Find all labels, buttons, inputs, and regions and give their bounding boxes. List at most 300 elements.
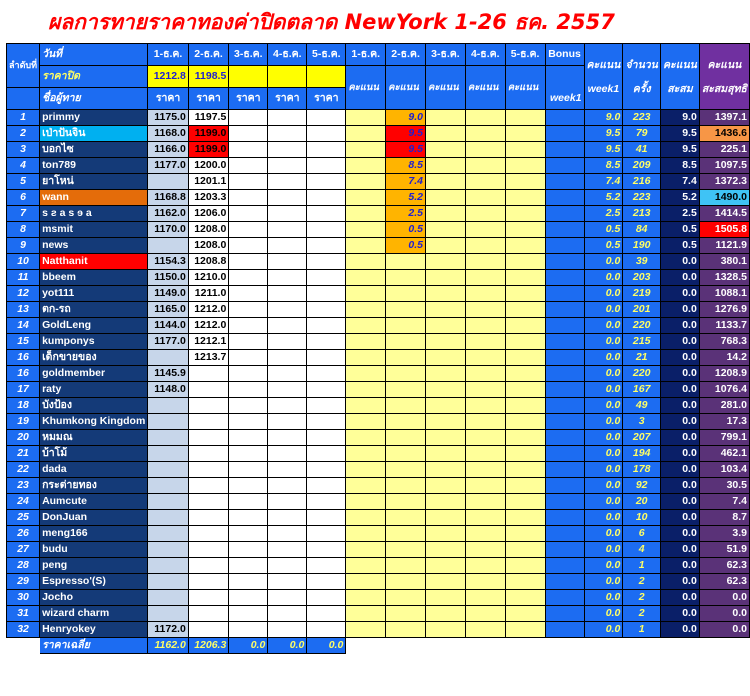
price-day-2: 1200.0 [188, 158, 229, 174]
rank-cell: 12 [7, 286, 40, 302]
price-day-3 [229, 270, 268, 286]
score-week1: 0.0 [584, 590, 623, 606]
price-label-5: ราคา [307, 88, 346, 110]
footer-empty [346, 638, 386, 654]
player-name: budu [40, 542, 148, 558]
score-day-2 [386, 398, 426, 414]
score-day-4 [465, 254, 505, 270]
accum-score: 0.0 [661, 558, 700, 574]
bonus-cell [545, 110, 584, 126]
score-day-1 [346, 414, 386, 430]
price-date-5: 5-ธ.ค. [307, 44, 346, 66]
score-day-5 [505, 510, 545, 526]
count-cell: 39 [623, 254, 661, 270]
score-day-1 [346, 398, 386, 414]
price-day-1: 1177.0 [148, 334, 189, 350]
score-day-5 [505, 622, 545, 638]
price-day-2 [188, 414, 229, 430]
total-score: 3.9 [699, 526, 749, 542]
score-day-5 [505, 558, 545, 574]
price-day-5 [307, 318, 346, 334]
price-day-5 [307, 270, 346, 286]
price-day-2 [188, 590, 229, 606]
score-day-2 [386, 366, 426, 382]
score-day-3 [426, 254, 466, 270]
score-week1: 0.0 [584, 478, 623, 494]
score-day-5 [505, 398, 545, 414]
bonus-cell [545, 622, 584, 638]
score-day-4 [465, 382, 505, 398]
accum-score: 7.4 [661, 174, 700, 190]
score-day-2 [386, 574, 426, 590]
score-day-4 [465, 110, 505, 126]
score-day-2 [386, 302, 426, 318]
count-cell: 92 [623, 478, 661, 494]
rank-cell: 8 [7, 222, 40, 238]
score-week1: 0.0 [584, 446, 623, 462]
price-day-2: 1212.0 [188, 318, 229, 334]
rank-cell: 5 [7, 174, 40, 190]
count-header: จำนวน ครั้ง [623, 44, 661, 110]
price-day-2 [188, 366, 229, 382]
score-day-4 [465, 126, 505, 142]
rank-cell: 17 [7, 382, 40, 398]
price-day-3 [229, 430, 268, 446]
price-day-1 [148, 590, 189, 606]
score-day-4 [465, 366, 505, 382]
price-day-5 [307, 430, 346, 446]
price-day-3 [229, 542, 268, 558]
table-row [7, 574, 750, 590]
price-day-3 [229, 558, 268, 574]
score-day-5 [505, 462, 545, 478]
table-row [7, 622, 750, 638]
table-row [7, 222, 750, 238]
date-label: วันที่ [40, 44, 148, 66]
total-score: 0.0 [699, 590, 749, 606]
bonus-cell [545, 302, 584, 318]
score-col-3: คะแนน [426, 66, 466, 110]
price-day-4 [268, 334, 307, 350]
table-row [7, 190, 750, 206]
footer-empty [426, 638, 466, 654]
rank-cell: 14 [7, 318, 40, 334]
score-date-2: 2-ธ.ค. [386, 44, 426, 66]
table-row [7, 510, 750, 526]
score-day-1 [346, 126, 386, 142]
score-day-1 [346, 606, 386, 622]
rank-cell: 32 [7, 622, 40, 638]
score-day-3 [426, 526, 466, 542]
score-day-4 [465, 398, 505, 414]
count-cell: 178 [623, 462, 661, 478]
price-day-4 [268, 158, 307, 174]
bonus-cell [545, 366, 584, 382]
price-day-4 [268, 526, 307, 542]
score-week1-header: คะแนน week1 [584, 44, 623, 110]
price-day-2: 1212.1 [188, 334, 229, 350]
price-day-2: 1208.0 [188, 238, 229, 254]
score-day-1 [346, 478, 386, 494]
price-day-1 [148, 574, 189, 590]
bonus-cell [545, 158, 584, 174]
price-day-2: 1208.8 [188, 254, 229, 270]
price-day-1: 1177.0 [148, 158, 189, 174]
bonus-cell [545, 382, 584, 398]
score-day-3 [426, 110, 466, 126]
score-day-1 [346, 270, 386, 286]
score-week1: 9.5 [584, 126, 623, 142]
score-day-5 [505, 302, 545, 318]
total-score: 1328.5 [699, 270, 749, 286]
price-day-4 [268, 126, 307, 142]
score-day-1 [346, 430, 386, 446]
score-day-1 [346, 622, 386, 638]
price-date-1: 1-ธ.ค. [148, 44, 189, 66]
score-day-1 [346, 542, 386, 558]
week1-label: week1 [545, 66, 584, 110]
rank-cell: 25 [7, 510, 40, 526]
score-day-5 [505, 574, 545, 590]
score-day-4 [465, 478, 505, 494]
price-day-5 [307, 286, 346, 302]
bonus-cell [545, 286, 584, 302]
price-day-2 [188, 446, 229, 462]
score-day-3 [426, 398, 466, 414]
count-cell: 6 [623, 526, 661, 542]
price-day-3 [229, 334, 268, 350]
score-day-2: 7.4 [386, 174, 426, 190]
score-day-5 [505, 366, 545, 382]
price-label-1: ราคา [148, 88, 189, 110]
price-day-3 [229, 462, 268, 478]
accum-score: 5.2 [661, 190, 700, 206]
score-week1: 8.5 [584, 158, 623, 174]
score-day-2 [386, 446, 426, 462]
price-day-3 [229, 398, 268, 414]
score-day-5 [505, 478, 545, 494]
total-score: 1490.0 [699, 190, 749, 206]
score-day-5 [505, 158, 545, 174]
score-day-5 [505, 286, 545, 302]
score-day-5 [505, 446, 545, 462]
bonus-cell [545, 270, 584, 286]
total-score: 1133.7 [699, 318, 749, 334]
score-day-3 [426, 190, 466, 206]
count-cell: 194 [623, 446, 661, 462]
accum-score: 9.5 [661, 126, 700, 142]
rank-cell: 27 [7, 542, 40, 558]
price-day-2 [188, 462, 229, 478]
total-score: 30.5 [699, 478, 749, 494]
price-day-3 [229, 110, 268, 126]
price-day-5 [307, 542, 346, 558]
score-week1: 9.5 [584, 142, 623, 158]
price-day-4 [268, 414, 307, 430]
price-day-2 [188, 606, 229, 622]
score-day-5 [505, 526, 545, 542]
table-row [7, 446, 750, 462]
score-col-5: คะแนน [505, 66, 545, 110]
score-day-1 [346, 334, 386, 350]
accum-score: 0.0 [661, 334, 700, 350]
score-day-3 [426, 622, 466, 638]
table-row [7, 302, 750, 318]
price-day-1: 1148.0 [148, 382, 189, 398]
price-day-1: 1145.9 [148, 366, 189, 382]
total-score: 1097.5 [699, 158, 749, 174]
score-day-1 [346, 286, 386, 302]
player-name: wizard charm [40, 606, 148, 622]
price-day-4 [268, 318, 307, 334]
count-cell: 223 [623, 110, 661, 126]
bonus-cell [545, 590, 584, 606]
bonus-cell [545, 206, 584, 222]
score-day-3 [426, 174, 466, 190]
accum-score: 0.0 [661, 270, 700, 286]
price-day-5 [307, 622, 346, 638]
score-day-4 [465, 462, 505, 478]
score-week1: 0.0 [584, 334, 623, 350]
price-day-5 [307, 494, 346, 510]
table-row [7, 254, 750, 270]
score-day-4 [465, 542, 505, 558]
player-name: bbeem [40, 270, 148, 286]
score-day-4 [465, 526, 505, 542]
total-score: 1397.1 [699, 110, 749, 126]
price-day-5 [307, 126, 346, 142]
score-day-2 [386, 622, 426, 638]
score-week1: 0.0 [584, 254, 623, 270]
count-cell: 41 [623, 142, 661, 158]
accum-score: 0.0 [661, 446, 700, 462]
score-day-2 [386, 510, 426, 526]
score-col-1: คะแนน [346, 66, 386, 110]
accum-score: 0.5 [661, 238, 700, 254]
rank-cell: 21 [7, 446, 40, 462]
bonus-cell [545, 174, 584, 190]
score-day-2 [386, 414, 426, 430]
count-cell: 84 [623, 222, 661, 238]
score-day-2: 2.5 [386, 206, 426, 222]
total-score: 14.2 [699, 350, 749, 366]
score-day-2 [386, 494, 426, 510]
score-week1: 0.0 [584, 286, 623, 302]
player-name: goldmember [40, 366, 148, 382]
bonus-cell [545, 222, 584, 238]
close-price-5 [307, 66, 346, 88]
score-day-2 [386, 590, 426, 606]
accum-score: 0.0 [661, 478, 700, 494]
price-day-1: 1150.0 [148, 270, 189, 286]
rank-cell: 18 [7, 398, 40, 414]
price-day-3 [229, 446, 268, 462]
price-day-1: 1168.0 [148, 126, 189, 142]
close-price-label: ราคาปิด [40, 66, 148, 88]
price-day-2: 1212.0 [188, 302, 229, 318]
score-day-3 [426, 478, 466, 494]
price-day-3 [229, 126, 268, 142]
bonus-header: Bonus [545, 44, 584, 66]
player-name: เป่าปันจิน [40, 126, 148, 142]
score-day-1 [346, 590, 386, 606]
score-day-5 [505, 110, 545, 126]
price-day-2: 1201.1 [188, 174, 229, 190]
score-day-5 [505, 254, 545, 270]
score-week1: 0.5 [584, 238, 623, 254]
score-day-1 [346, 350, 386, 366]
player-name: DonJuan [40, 510, 148, 526]
price-date-4: 4-ธ.ค. [268, 44, 307, 66]
price-day-2: 1206.0 [188, 206, 229, 222]
rank-header: ลำดับที่ [7, 44, 40, 88]
count-cell: 3 [623, 414, 661, 430]
score-day-4 [465, 302, 505, 318]
price-day-1 [148, 398, 189, 414]
price-day-3 [229, 158, 268, 174]
score-day-4 [465, 222, 505, 238]
accum-score: 2.5 [661, 206, 700, 222]
rank-cell: 4 [7, 158, 40, 174]
average-price-1: 1162.0 [148, 638, 189, 654]
rank-cell: 11 [7, 270, 40, 286]
price-day-5 [307, 462, 346, 478]
price-day-5 [307, 510, 346, 526]
close-price-2: 1198.5 [188, 66, 229, 88]
score-day-3 [426, 126, 466, 142]
count-cell: 20 [623, 494, 661, 510]
score-day-1 [346, 462, 386, 478]
rank-cell: 9 [7, 238, 40, 254]
table-row [7, 318, 750, 334]
score-day-5 [505, 494, 545, 510]
price-day-4 [268, 574, 307, 590]
score-day-3 [426, 238, 466, 254]
table-row [7, 158, 750, 174]
price-day-5 [307, 478, 346, 494]
score-day-1 [346, 206, 386, 222]
score-day-2 [386, 478, 426, 494]
price-day-3 [229, 302, 268, 318]
price-day-1 [148, 430, 189, 446]
table-row [7, 590, 750, 606]
price-day-2 [188, 526, 229, 542]
score-day-1 [346, 494, 386, 510]
count-cell: 4 [623, 542, 661, 558]
price-day-2: 1210.0 [188, 270, 229, 286]
rank-cell: 10 [7, 254, 40, 270]
score-day-4 [465, 590, 505, 606]
table-row [7, 206, 750, 222]
count-cell: 2 [623, 590, 661, 606]
rank-cell: 28 [7, 558, 40, 574]
score-day-1 [346, 254, 386, 270]
price-day-1 [148, 494, 189, 510]
price-day-5 [307, 350, 346, 366]
price-day-4 [268, 174, 307, 190]
accum-score: 0.0 [661, 318, 700, 334]
count-cell: 209 [623, 158, 661, 174]
count-cell: 167 [623, 382, 661, 398]
total-score: 0.0 [699, 606, 749, 622]
rank-cell: 20 [7, 430, 40, 446]
count-cell: 223 [623, 190, 661, 206]
price-day-4 [268, 206, 307, 222]
price-day-2: 1199.0 [188, 142, 229, 158]
score-day-1 [346, 142, 386, 158]
rank-cell: 31 [7, 606, 40, 622]
price-day-3 [229, 142, 268, 158]
score-day-5 [505, 190, 545, 206]
accum-score: 0.0 [661, 462, 700, 478]
total-score: 1505.8 [699, 222, 749, 238]
player-name: บอกไซ [40, 142, 148, 158]
score-day-5 [505, 542, 545, 558]
score-day-3 [426, 270, 466, 286]
count-cell: 79 [623, 126, 661, 142]
score-day-3 [426, 334, 466, 350]
score-week1: 0.0 [584, 414, 623, 430]
price-day-5 [307, 414, 346, 430]
bonus-cell [545, 254, 584, 270]
score-day-3 [426, 558, 466, 574]
total-score: 768.3 [699, 334, 749, 350]
total-score: 1208.9 [699, 366, 749, 382]
score-day-3 [426, 366, 466, 382]
score-day-2 [386, 606, 426, 622]
price-day-2 [188, 382, 229, 398]
player-name: บ้าโม้ [40, 446, 148, 462]
price-day-1: 1175.0 [148, 110, 189, 126]
rank-cell: 29 [7, 574, 40, 590]
total-score: 1372.3 [699, 174, 749, 190]
score-date-4: 4-ธ.ค. [465, 44, 505, 66]
score-day-3 [426, 142, 466, 158]
score-day-1 [346, 574, 386, 590]
score-day-5 [505, 382, 545, 398]
price-day-1: 1162.0 [148, 206, 189, 222]
score-day-4 [465, 286, 505, 302]
player-name: dada [40, 462, 148, 478]
score-day-5 [505, 238, 545, 254]
count-cell: 219 [623, 286, 661, 302]
score-week1: 0.0 [584, 526, 623, 542]
player-name: Natthanit [40, 254, 148, 270]
count-cell: 213 [623, 206, 661, 222]
player-name: หมมณ [40, 430, 148, 446]
price-day-5 [307, 222, 346, 238]
score-day-2 [386, 542, 426, 558]
table-row [7, 286, 750, 302]
price-day-5 [307, 190, 346, 206]
score-day-3 [426, 606, 466, 622]
price-day-1: 1168.8 [148, 190, 189, 206]
table-row [7, 382, 750, 398]
average-row [7, 638, 750, 654]
score-day-1 [346, 366, 386, 382]
price-day-2 [188, 478, 229, 494]
price-day-1 [148, 414, 189, 430]
accum-score: 0.0 [661, 526, 700, 542]
count-cell: 216 [623, 174, 661, 190]
accum-score: 0.0 [661, 622, 700, 638]
total-score: 462.1 [699, 446, 749, 462]
accum-score: 0.0 [661, 606, 700, 622]
rank-header-empty [7, 88, 40, 110]
price-day-4 [268, 606, 307, 622]
score-day-5 [505, 430, 545, 446]
score-day-5 [505, 590, 545, 606]
